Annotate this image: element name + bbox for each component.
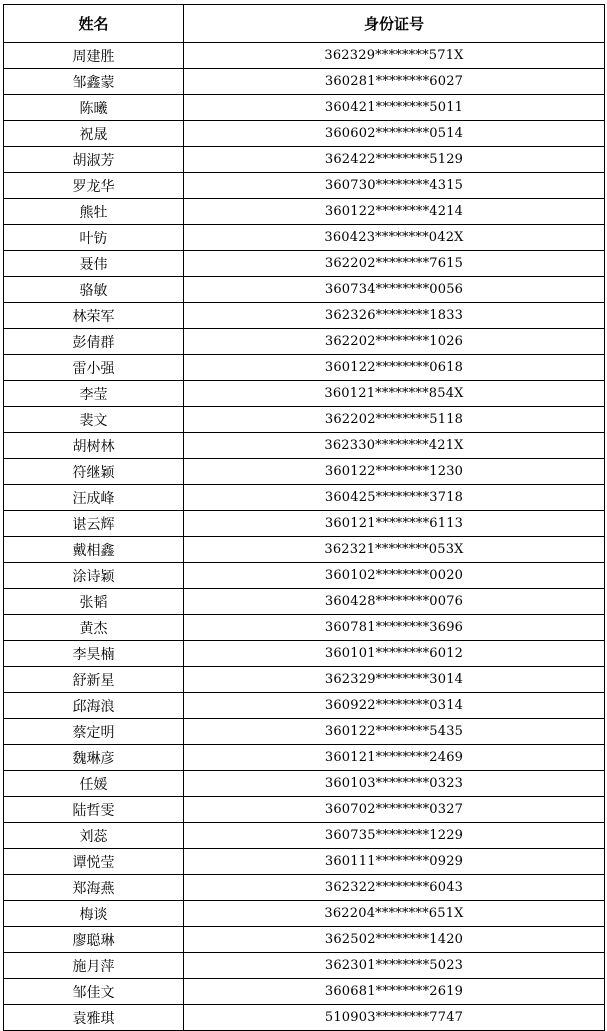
id-number-cell: 360122********5435	[184, 719, 605, 745]
table-row	[4, 745, 605, 771]
name-cell: 谌云辉	[4, 511, 184, 537]
column-header-id-number: 身份证号	[184, 5, 605, 43]
table-row	[4, 121, 605, 147]
name-cell: 符继颖	[4, 459, 184, 485]
table-row	[4, 277, 605, 303]
name-cell: 廖聪琳	[4, 927, 184, 953]
name-cell: 骆敏	[4, 277, 184, 303]
name-cell: 胡树林	[4, 433, 184, 459]
id-number-cell: 360111********0929	[184, 849, 605, 875]
id-number-cell: 362326********1833	[184, 303, 605, 329]
name-cell: 舒新星	[4, 667, 184, 693]
name-cell: 张韬	[4, 589, 184, 615]
id-number-cell: 360103********0323	[184, 771, 605, 797]
id-number-cell: 360781********3696	[184, 615, 605, 641]
name-cell: 郑海燕	[4, 875, 184, 901]
id-number-cell: 360122********4214	[184, 199, 605, 225]
table-row	[4, 199, 605, 225]
table-row	[4, 875, 605, 901]
name-cell: 叶钫	[4, 225, 184, 251]
id-number-cell: 360121********2469	[184, 745, 605, 771]
name-cell: 罗龙华	[4, 173, 184, 199]
id-number-cell: 362330********421X	[184, 433, 605, 459]
table-row	[4, 381, 605, 407]
name-cell: 邹佳文	[4, 979, 184, 1005]
table-row	[4, 953, 605, 979]
id-number-cell: 360734********0056	[184, 277, 605, 303]
name-cell: 施月萍	[4, 953, 184, 979]
column-header-name: 姓名	[4, 5, 184, 43]
name-cell: 戴相鑫	[4, 537, 184, 563]
table-row	[4, 147, 605, 173]
name-cell: 邱海浪	[4, 693, 184, 719]
id-number-cell: 362321********053X	[184, 537, 605, 563]
name-cell: 陆哲雯	[4, 797, 184, 823]
id-number-cell: 360702********0327	[184, 797, 605, 823]
table-row	[4, 225, 605, 251]
id-number-cell: 360121********6113	[184, 511, 605, 537]
name-id-table	[3, 4, 605, 1031]
name-cell: 雷小强	[4, 355, 184, 381]
table-row	[4, 849, 605, 875]
name-cell: 谭悦莹	[4, 849, 184, 875]
table-row	[4, 719, 605, 745]
name-cell: 汪成峰	[4, 485, 184, 511]
name-cell: 蔡定明	[4, 719, 184, 745]
name-cell: 彭倩群	[4, 329, 184, 355]
id-number-cell: 360922********0314	[184, 693, 605, 719]
table-row	[4, 797, 605, 823]
table-row	[4, 563, 605, 589]
id-number-cell: 360102********0020	[184, 563, 605, 589]
name-cell: 涂诗颖	[4, 563, 184, 589]
table-row	[4, 433, 605, 459]
table-row	[4, 823, 605, 849]
id-number-cell: 362422********5129	[184, 147, 605, 173]
table-row	[4, 615, 605, 641]
id-number-cell: 362322********6043	[184, 875, 605, 901]
id-number-cell: 362202********5118	[184, 407, 605, 433]
table-row	[4, 771, 605, 797]
id-number-cell: 362301********5023	[184, 953, 605, 979]
name-cell: 聂伟	[4, 251, 184, 277]
id-number-cell: 360122********0618	[184, 355, 605, 381]
table-row	[4, 459, 605, 485]
name-cell: 胡淑芳	[4, 147, 184, 173]
table-row	[4, 667, 605, 693]
name-cell: 魏琳彦	[4, 745, 184, 771]
table-row	[4, 251, 605, 277]
table-row	[4, 69, 605, 95]
id-number-cell: 362204********651X	[184, 901, 605, 927]
id-number-cell: 360421********5011	[184, 95, 605, 121]
id-number-cell: 362329********571X	[184, 43, 605, 69]
table-row	[4, 407, 605, 433]
name-cell: 李昊楠	[4, 641, 184, 667]
name-cell: 李莹	[4, 381, 184, 407]
name-cell: 熊牡	[4, 199, 184, 225]
name-cell: 任媛	[4, 771, 184, 797]
name-cell: 袁雅琪	[4, 1005, 184, 1031]
id-number-cell: 360101********6012	[184, 641, 605, 667]
id-number-cell: 360423********042X	[184, 225, 605, 251]
id-number-cell: 360281********6027	[184, 69, 605, 95]
id-number-cell: 360602********0514	[184, 121, 605, 147]
table-row	[4, 641, 605, 667]
name-cell: 周建胜	[4, 43, 184, 69]
name-cell: 梅谈	[4, 901, 184, 927]
header-row	[4, 5, 605, 43]
id-number-cell: 360681********2619	[184, 979, 605, 1005]
id-number-cell: 360730********4315	[184, 173, 605, 199]
id-number-cell: 360121********854X	[184, 381, 605, 407]
id-number-cell: 362502********1420	[184, 927, 605, 953]
table-header	[4, 5, 605, 43]
id-number-cell: 360735********1229	[184, 823, 605, 849]
table-row	[4, 979, 605, 1005]
id-number-cell: 360425********3718	[184, 485, 605, 511]
table-row	[4, 95, 605, 121]
table-row	[4, 1005, 605, 1031]
id-number-cell: 362202********7615	[184, 251, 605, 277]
table-body	[4, 43, 605, 1031]
table-row	[4, 329, 605, 355]
name-cell: 黄杰	[4, 615, 184, 641]
name-cell: 林荣军	[4, 303, 184, 329]
id-number-cell: 510903********7747	[184, 1005, 605, 1031]
id-number-cell: 362202********1026	[184, 329, 605, 355]
name-cell: 祝晟	[4, 121, 184, 147]
name-cell: 裴文	[4, 407, 184, 433]
table-row	[4, 693, 605, 719]
name-cell: 陈曦	[4, 95, 184, 121]
table-row	[4, 537, 605, 563]
table-row	[4, 173, 605, 199]
id-number-cell: 362329********3014	[184, 667, 605, 693]
id-number-cell: 360122********1230	[184, 459, 605, 485]
table-row	[4, 485, 605, 511]
table-row	[4, 303, 605, 329]
table-row	[4, 43, 605, 69]
table-row	[4, 511, 605, 537]
name-cell: 刘蕊	[4, 823, 184, 849]
table-row	[4, 355, 605, 381]
id-number-cell: 360428********0076	[184, 589, 605, 615]
table-row	[4, 589, 605, 615]
table-row	[4, 901, 605, 927]
table-row	[4, 927, 605, 953]
name-cell: 邹鑫蒙	[4, 69, 184, 95]
